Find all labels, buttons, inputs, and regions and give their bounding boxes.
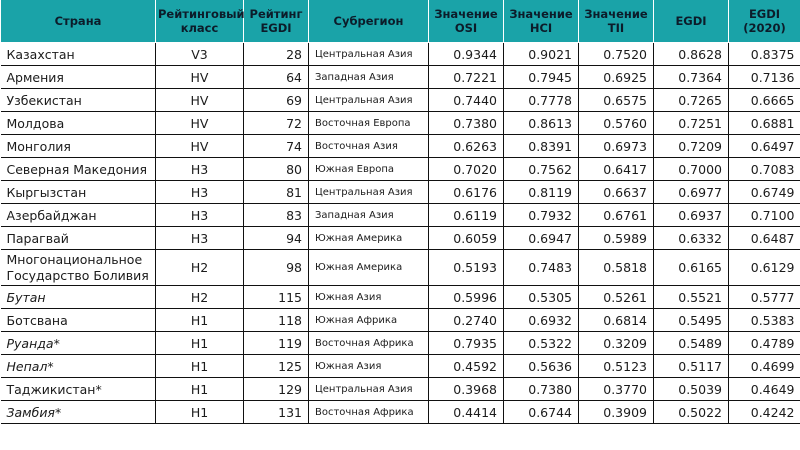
cell-hci: 0.8119 [504,181,579,204]
cell-egdi-rank: 74 [244,135,309,158]
cell-osi: 0.7020 [429,158,504,181]
cell-egdi-2020: 0.7083 [729,158,800,181]
cell-rating-class: H1 [156,355,244,378]
cell-tii: 0.6925 [579,66,654,89]
table-row [1,286,800,309]
cell-osi: 0.4592 [429,355,504,378]
cell-rating-class: HV [156,66,244,89]
header-egdi-2020: EGDI (2020) [729,0,800,43]
cell-tii: 0.5261 [579,286,654,309]
header-egdi: EGDI [654,0,729,43]
cell-tii: 0.6761 [579,204,654,227]
cell-country: Парагвай [1,227,156,250]
cell-subregion: Центральная Азия [309,89,429,112]
cell-subregion: Восточная Африка [309,401,429,424]
cell-egdi: 0.7209 [654,135,729,158]
cell-egdi-rank: 131 [244,401,309,424]
header-country: Страна [1,0,156,43]
cell-egdi-rank: 72 [244,112,309,135]
cell-tii: 0.5989 [579,227,654,250]
cell-hci: 0.7932 [504,204,579,227]
table-row [1,43,800,66]
cell-rating-class: H3 [156,181,244,204]
cell-hci: 0.6744 [504,401,579,424]
cell-hci: 0.6947 [504,227,579,250]
cell-osi: 0.3968 [429,378,504,401]
cell-hci: 0.7562 [504,158,579,181]
cell-egdi-rank: 94 [244,227,309,250]
cell-egdi-rank: 28 [244,43,309,66]
cell-tii: 0.3909 [579,401,654,424]
cell-rating-class: H3 [156,204,244,227]
cell-tii: 0.7520 [579,43,654,66]
cell-osi: 0.5193 [429,250,504,286]
cell-country: Таджикистан* [1,378,156,401]
cell-subregion: Южная Америка [309,250,429,286]
cell-country: Кыргызстан [1,181,156,204]
cell-subregion: Южная Европа [309,158,429,181]
cell-egdi-2020: 0.4242 [729,401,800,424]
cell-country: Азербайджан [1,204,156,227]
cell-egdi-2020: 0.6487 [729,227,800,250]
cell-osi: 0.7380 [429,112,504,135]
cell-egdi: 0.6165 [654,250,729,286]
cell-rating-class: H1 [156,401,244,424]
cell-hci: 0.7778 [504,89,579,112]
cell-osi: 0.5996 [429,286,504,309]
cell-osi: 0.6119 [429,204,504,227]
cell-tii: 0.3209 [579,332,654,355]
cell-egdi-2020: 0.4649 [729,378,800,401]
cell-egdi: 0.5117 [654,355,729,378]
cell-egdi-2020: 0.4789 [729,332,800,355]
cell-egdi-rank: 118 [244,309,309,332]
cell-hci: 0.5636 [504,355,579,378]
cell-hci: 0.6932 [504,309,579,332]
cell-rating-class: HV [156,135,244,158]
cell-egdi-2020: 0.5383 [729,309,800,332]
cell-rating-class: V3 [156,43,244,66]
cell-osi: 0.6059 [429,227,504,250]
cell-subregion: Южная Америка [309,227,429,250]
cell-egdi-2020: 0.6665 [729,89,800,112]
cell-egdi: 0.7251 [654,112,729,135]
cell-egdi-rank: 80 [244,158,309,181]
header-rating-class: Рейтинговый класс [156,0,244,43]
cell-rating-class: H1 [156,309,244,332]
cell-egdi-rank: 81 [244,181,309,204]
cell-egdi: 0.7265 [654,89,729,112]
cell-egdi: 0.5521 [654,286,729,309]
cell-egdi: 0.6332 [654,227,729,250]
cell-egdi: 0.7000 [654,158,729,181]
cell-osi: 0.7935 [429,332,504,355]
cell-subregion: Восточная Азия [309,135,429,158]
cell-osi: 0.6176 [429,181,504,204]
cell-hci: 0.8613 [504,112,579,135]
cell-hci: 0.5305 [504,286,579,309]
cell-hci: 0.7483 [504,250,579,286]
cell-country: Замбия* [1,401,156,424]
cell-osi: 0.2740 [429,309,504,332]
table-row [1,355,800,378]
cell-subregion: Южная Африка [309,309,429,332]
cell-egdi: 0.7364 [654,66,729,89]
header-egdi-rank: Рейтинг EGDI [244,0,309,43]
cell-subregion: Южная Азия [309,355,429,378]
table-row [1,204,800,227]
cell-egdi: 0.8628 [654,43,729,66]
cell-subregion: Западная Азия [309,66,429,89]
cell-tii: 0.3770 [579,378,654,401]
cell-osi: 0.4414 [429,401,504,424]
cell-egdi: 0.5039 [654,378,729,401]
cell-tii: 0.6814 [579,309,654,332]
cell-egdi-2020: 0.8375 [729,43,800,66]
cell-rating-class: H3 [156,158,244,181]
cell-tii: 0.6417 [579,158,654,181]
cell-egdi: 0.5022 [654,401,729,424]
cell-egdi: 0.6937 [654,204,729,227]
cell-osi: 0.7221 [429,66,504,89]
cell-tii: 0.5818 [579,250,654,286]
table-row [1,332,800,355]
table-body [1,43,800,424]
cell-country: Монголия [1,135,156,158]
cell-egdi-rank: 69 [244,89,309,112]
cell-tii: 0.6575 [579,89,654,112]
cell-egdi-rank: 119 [244,332,309,355]
cell-country: Северная Македония [1,158,156,181]
cell-country: Ботсвана [1,309,156,332]
cell-egdi-2020: 0.4699 [729,355,800,378]
cell-egdi-2020: 0.5777 [729,286,800,309]
cell-subregion: Центральная Азия [309,43,429,66]
cell-egdi: 0.5495 [654,309,729,332]
cell-country: Многонациональное Государство Боливия [1,250,156,286]
cell-rating-class: H2 [156,286,244,309]
cell-subregion: Центральная Азия [309,181,429,204]
cell-osi: 0.6263 [429,135,504,158]
cell-tii: 0.5760 [579,112,654,135]
header-subregion: Субрегион [309,0,429,43]
cell-egdi-2020: 0.7136 [729,66,800,89]
cell-egdi-rank: 83 [244,204,309,227]
cell-egdi-rank: 115 [244,286,309,309]
cell-rating-class: HV [156,89,244,112]
cell-egdi-rank: 64 [244,66,309,89]
table-row [1,135,800,158]
table-row [1,227,800,250]
cell-country: Руанда* [1,332,156,355]
cell-country: Бутан [1,286,156,309]
table-row [1,66,800,89]
cell-hci: 0.5322 [504,332,579,355]
cell-egdi-2020: 0.6129 [729,250,800,286]
table-row [1,89,800,112]
cell-tii: 0.5123 [579,355,654,378]
cell-country: Непал* [1,355,156,378]
table-row [1,401,800,424]
cell-subregion: Восточная Африка [309,332,429,355]
cell-rating-class: HV [156,112,244,135]
header-tii: Значение TII [579,0,654,43]
cell-rating-class: H1 [156,332,244,355]
cell-osi: 0.7440 [429,89,504,112]
cell-country: Армения [1,66,156,89]
cell-country: Узбекистан [1,89,156,112]
cell-egdi: 0.5489 [654,332,729,355]
cell-egdi: 0.6977 [654,181,729,204]
cell-tii: 0.6637 [579,181,654,204]
table-row [1,250,800,286]
cell-country: Казахстан [1,43,156,66]
cell-hci: 0.7945 [504,66,579,89]
cell-country: Молдова [1,112,156,135]
header-osi: Значение OSI [429,0,504,43]
cell-hci: 0.7380 [504,378,579,401]
cell-subregion: Западная Азия [309,204,429,227]
table-row [1,112,800,135]
cell-rating-class: H1 [156,378,244,401]
cell-subregion: Восточная Европа [309,112,429,135]
cell-egdi-2020: 0.6881 [729,112,800,135]
table-row [1,309,800,332]
table-row [1,158,800,181]
table-row [1,181,800,204]
cell-subregion: Центральная Азия [309,378,429,401]
cell-hci: 0.8391 [504,135,579,158]
cell-subregion: Южная Азия [309,286,429,309]
cell-egdi-rank: 98 [244,250,309,286]
cell-hci: 0.9021 [504,43,579,66]
cell-egdi-2020: 0.6497 [729,135,800,158]
cell-egdi-2020: 0.7100 [729,204,800,227]
cell-tii: 0.6973 [579,135,654,158]
table-header [1,0,800,43]
table-row [1,378,800,401]
cell-egdi-rank: 125 [244,355,309,378]
cell-egdi-rank: 129 [244,378,309,401]
cell-rating-class: H2 [156,250,244,286]
header-hci: Значение HCI [504,0,579,43]
cell-osi: 0.9344 [429,43,504,66]
cell-egdi-2020: 0.6749 [729,181,800,204]
cell-rating-class: H3 [156,227,244,250]
